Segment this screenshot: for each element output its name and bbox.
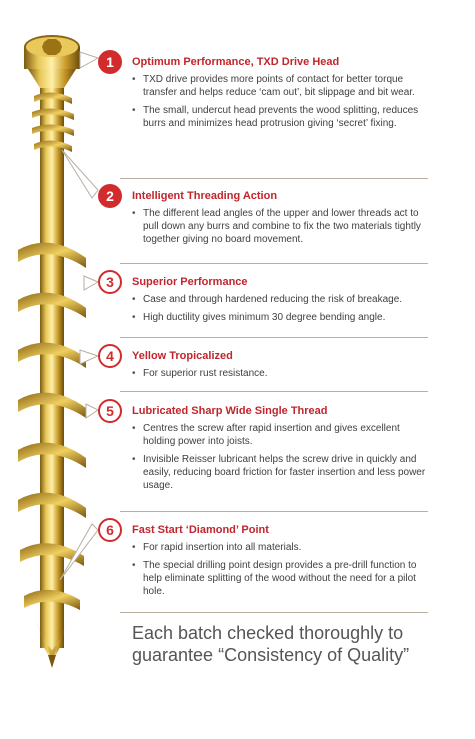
screw-shank	[40, 88, 64, 648]
section-divider	[120, 612, 428, 613]
feature-title: Yellow Tropicalized	[132, 350, 233, 362]
torx-drive-recess	[42, 39, 62, 55]
screw-tip	[48, 655, 56, 668]
feature-superior-performance	[132, 275, 428, 329]
feature-bullet: • Centres the screw after rapid insertion and gives excellent holding power into joists.	[132, 422, 428, 448]
feature-lubricated-thread	[132, 404, 428, 497]
feature-number-badge: 1	[98, 50, 122, 74]
feature-title: Superior Performance	[132, 276, 248, 288]
section-divider	[120, 178, 428, 179]
tagline-line-2: guarantee “Consistency of Quality”	[132, 645, 410, 665]
quality-tagline	[132, 622, 452, 666]
feature-number-badge: 5	[98, 399, 122, 423]
feature-number-badge: 4	[98, 344, 122, 368]
feature-number-badge: 3	[98, 270, 122, 294]
feature-bullet: • The different lead angles of the upper and lower threads act to pull down any burrs and combine to fix the two materials tightly together giving no board movement.	[132, 207, 428, 246]
section-divider	[120, 337, 428, 338]
section-divider	[120, 263, 428, 264]
section-divider	[120, 391, 428, 392]
feature-title: Lubricated Sharp Wide Single Thread	[132, 405, 328, 417]
feature-bullet: • For rapid insertion into all materials.	[132, 541, 428, 554]
feature-bullet: • The special drilling point design provides a pre-drill function to help eliminate splitting of the wood without the need for a pilot hole.	[132, 559, 428, 598]
feature-bullet: • High ductility gives minimum 30 degree bending angle.	[132, 311, 428, 324]
feature-number-badge: 6	[98, 518, 122, 542]
feature-threading-action	[132, 189, 428, 251]
feature-title: Fast Start ‘Diamond’ Point	[132, 524, 269, 536]
feature-bullet: • For superior rust resistance.	[132, 367, 428, 380]
feature-title: Intelligent Threading Action	[132, 190, 278, 202]
feature-txd-drive-head	[132, 55, 428, 135]
feature-bullet: • TXD drive provides more points of contact for better torque transfer and helps reduce ‘cam out’, bit slippage and bit wear.	[132, 73, 428, 99]
feature-number-badge: 2	[98, 184, 122, 208]
section-divider	[120, 511, 428, 512]
feature-yellow-tropicalized	[132, 349, 428, 385]
screw-illustration	[0, 0, 120, 739]
tagline-line-1: Each batch checked thoroughly to	[132, 623, 404, 643]
feature-diamond-point	[132, 523, 428, 603]
feature-bullet: • The small, undercut head prevents the wood splitting, reduces burrs and minimizes head protrusion giving ‘secret’ fixing.	[132, 104, 428, 130]
feature-title: Optimum Performance, TXD Drive Head	[132, 56, 340, 68]
feature-bullet: • Invisible Reisser lubricant helps the screw drive in quickly and easily, reducing board friction for faster insertion and less power usage.	[132, 453, 428, 492]
screw-neck	[28, 69, 76, 88]
feature-bullet: • Case and through hardened reducing the risk of breakage.	[132, 293, 428, 306]
